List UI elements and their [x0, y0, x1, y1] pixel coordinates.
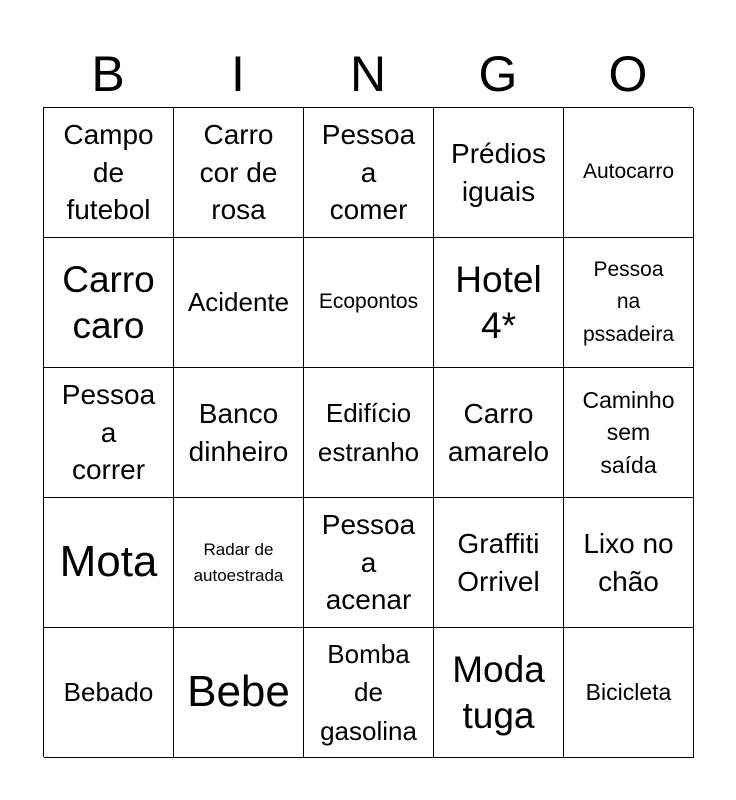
- bingo-cell[interactable]: [564, 628, 694, 758]
- bingo-cell[interactable]: [44, 108, 174, 238]
- bingo-grid: [43, 107, 693, 757]
- bingo-cell[interactable]: [304, 238, 434, 368]
- cell-text: Pessoa a comer: [321, 118, 416, 226]
- bingo-cell[interactable]: [564, 368, 694, 498]
- cell-text: Edifício estranho: [317, 398, 420, 467]
- header-letter-i: I: [231, 46, 245, 102]
- bingo-cell[interactable]: [564, 238, 694, 368]
- cell-text: Graffiti Orrivel: [457, 527, 540, 597]
- bingo-cell[interactable]: [434, 628, 564, 758]
- cell-text: Campo de futebol: [63, 118, 154, 226]
- header-letter-g: G: [478, 46, 518, 102]
- bingo-cell[interactable]: [174, 498, 304, 628]
- cell-text: Prédios iguais: [451, 137, 546, 207]
- cell-text: Radar de autoestrada: [193, 540, 284, 585]
- cell-text: Carro amarelo: [447, 397, 550, 467]
- bingo-cell[interactable]: [434, 368, 564, 498]
- bingo-cell[interactable]: [44, 368, 174, 498]
- cell-text: Caminho sem saída: [582, 387, 675, 478]
- cell-text: Hotel 4*: [455, 259, 542, 346]
- bingo-cell[interactable]: [434, 498, 564, 628]
- cell-text: Bicicleta: [585, 679, 672, 706]
- bingo-cell[interactable]: [564, 108, 694, 238]
- header-letter-n: N: [349, 46, 387, 102]
- bingo-cell[interactable]: [44, 238, 174, 368]
- header-letter-o: O: [608, 46, 648, 102]
- cell-text: Pessoa a correr: [61, 378, 156, 486]
- cell-text: Bebe: [187, 667, 290, 717]
- bingo-cell[interactable]: [174, 628, 304, 758]
- bingo-cell[interactable]: [174, 238, 304, 368]
- cell-text: Moda tuga: [452, 649, 545, 736]
- cell-text: Banco dinheiro: [188, 397, 289, 467]
- cell-text: Carro cor de rosa: [199, 118, 278, 226]
- cell-text: Bebado: [63, 677, 154, 708]
- cell-text: Ecopontos: [318, 290, 419, 314]
- bingo-cell[interactable]: [304, 628, 434, 758]
- bingo-cell[interactable]: [434, 108, 564, 238]
- cell-text: Lixo no chão: [583, 527, 674, 597]
- bingo-cell[interactable]: [174, 108, 304, 238]
- cell-text: Carro caro: [62, 259, 155, 346]
- bingo-cell[interactable]: [304, 368, 434, 498]
- bingo-cell[interactable]: [44, 498, 174, 628]
- cell-text: Autocarro: [582, 160, 675, 184]
- cell-text: Pessoa na pssadeira: [582, 257, 675, 346]
- cell-text: Pessoa a acenar: [321, 508, 416, 616]
- bingo-cell[interactable]: [304, 498, 434, 628]
- bingo-header: [43, 40, 693, 108]
- cell-text: Acidente: [187, 287, 290, 318]
- cell-text: Mota: [59, 537, 158, 587]
- bingo-cell[interactable]: [44, 628, 174, 758]
- header-letter-b: B: [91, 46, 125, 102]
- cell-text: Bomba de gasolina: [320, 639, 417, 746]
- bingo-cell[interactable]: [564, 498, 694, 628]
- bingo-cell[interactable]: [304, 108, 434, 238]
- bingo-cell[interactable]: [174, 368, 304, 498]
- bingo-cell[interactable]: [434, 238, 564, 368]
